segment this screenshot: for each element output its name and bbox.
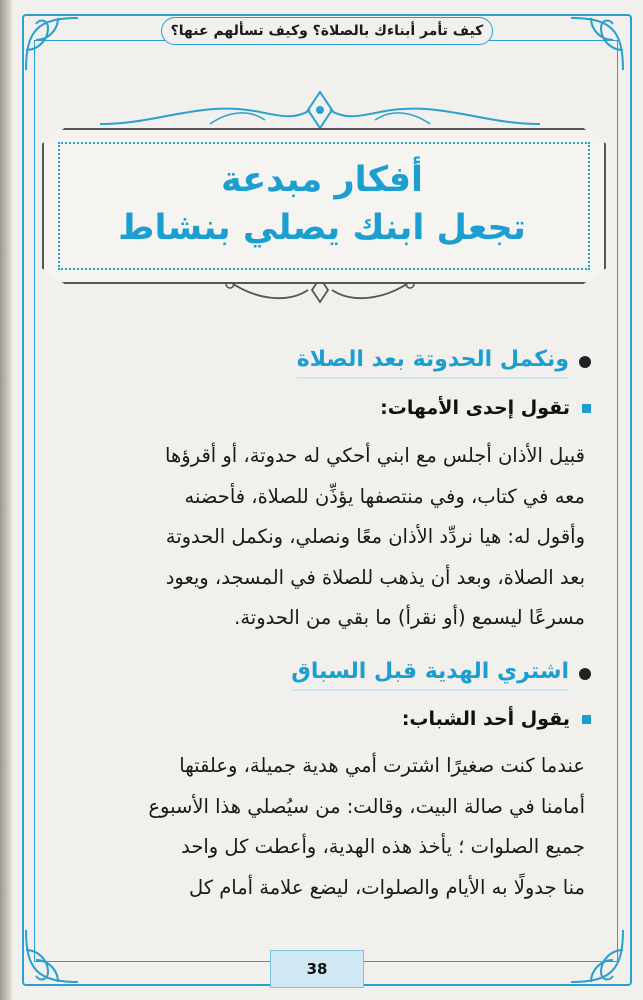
title-line-2: تجعل ابنك يصلي بنشاط [118,208,526,248]
paragraph-line: أمامنا في صالة البيت، وقالت: من سيُصلي هذا الأسبوع [148,794,585,818]
running-head: كيف تأمر أبناءك بالصلاة؟ وكيف تسألهم عنها؟ [161,17,493,45]
section-2-paragraph [42,746,585,908]
paragraph-line: وأقول له: هيا نردِّد الأذان معًا ونصلي، ونكمل الحدوتة [165,525,585,548]
bullet-dot-icon [579,668,591,680]
bullet-dot-icon [579,356,591,368]
corner-ornament-bottom-right [561,920,631,990]
section-2-speaker [402,704,591,734]
section-1-speaker-text: تقول إحدى الأمهات: [380,397,570,419]
title-ornament-top [80,90,560,130]
section-1-speaker [380,393,591,423]
section-1-heading-text: ونكمل الحدوتة بعد الصلاة [297,345,569,379]
paragraph-line: بعد الصلاة، وبعد أن يذهب للصلاة في المسجد، ويعود [165,565,585,589]
paragraph-line: قبيل الأذان أجلس مع ابني أحكي له حدوتة، أو أقرؤها [165,444,585,467]
bullet-square-icon [582,715,591,724]
section-2-heading [291,656,591,692]
title-line-1: أفكار مبدعة [220,160,424,200]
page-number: 38 [270,950,364,988]
corner-ornament-bottom-left [18,920,88,990]
paragraph-line: جميع الصلوات ؛ يأخذ هذه الهدية، وأعطت كل واحد [181,835,585,858]
paragraph-line: عندما كنت صغيرًا اشترت أمي هدية جميلة، وعلقتها [179,754,585,777]
section-1-heading [297,344,591,380]
section-2-speaker-text: يقول أحد الشباب: [401,708,570,730]
paragraph-line: معه في كتاب، وفي منتصفها يؤذِّن للصلاة، فأحضنه [184,484,585,508]
paragraph-line: منا جدولًا به الأيام والصلوات، ليضع علامة أمام كل [188,875,585,899]
section-1-paragraph [42,436,585,639]
bullet-square-icon [582,404,591,413]
book-binding-edge [0,0,12,1000]
paragraph-line: مسرعًا ليسمع (أو نقرأ) ما بقي من الحدوتة. [234,606,585,629]
section-2-heading-text: اشتري الهدية قبل السباق [291,657,569,691]
corner-ornament-top-left [18,10,88,80]
corner-ornament-top-right [561,10,631,80]
